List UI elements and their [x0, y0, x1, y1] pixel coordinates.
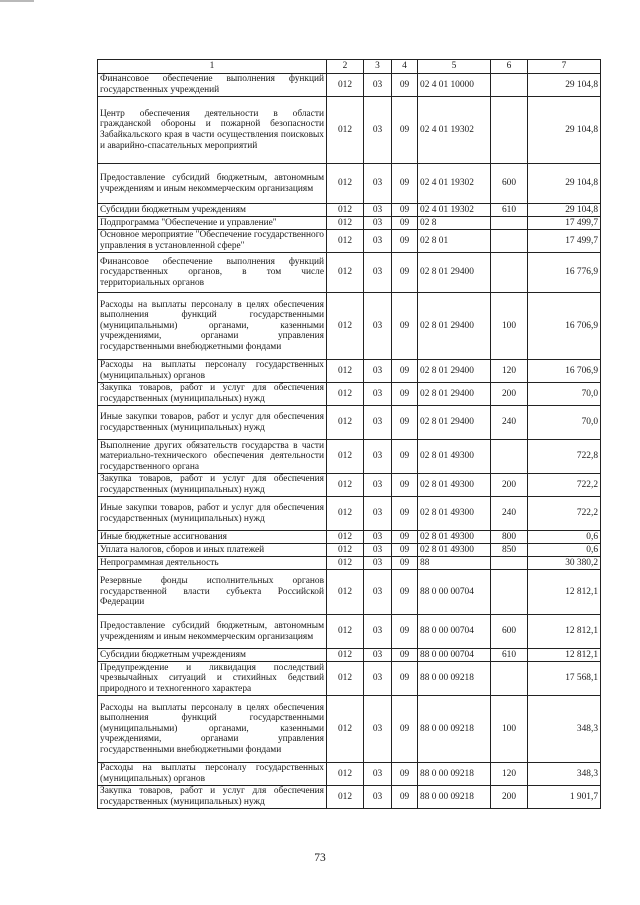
item-name: Закупка товаров, работ и услуг для обеспечения государственных (муниципальных) нужд: [98, 474, 327, 497]
item-name: Предоставление субсидий бюджетным, автономным учреждениям и иным некоммерческим организациям: [98, 615, 327, 649]
section-code: 03: [364, 662, 392, 696]
subsection-code: 09: [392, 649, 418, 662]
ministry-code: 012: [327, 474, 364, 497]
header-col-5: 5: [418, 60, 491, 74]
amount: 348,3: [528, 696, 601, 763]
section-code: 03: [364, 570, 392, 615]
target-article-code: 88 0 00 00704: [418, 615, 491, 649]
amount: 16 706,9: [528, 360, 601, 383]
table-row: [98, 164, 601, 204]
section-code: 03: [364, 293, 392, 360]
section-code: 03: [364, 217, 392, 230]
subsection-code: 09: [392, 696, 418, 763]
amount: 12 812,1: [528, 570, 601, 615]
target-article-code: 02 4 01 19302: [418, 204, 491, 217]
ministry-code: 012: [327, 406, 364, 440]
item-name: Расходы на выплаты персоналу государственных (муниципальных) органов: [98, 763, 327, 786]
section-code: 03: [364, 615, 392, 649]
section-code: 03: [364, 557, 392, 570]
table-row: [98, 662, 601, 696]
table-row: [98, 217, 601, 230]
expense-type-code: [491, 253, 528, 293]
subsection-code: 09: [392, 662, 418, 696]
ministry-code: 012: [327, 649, 364, 662]
ministry-code: 012: [327, 615, 364, 649]
target-article-code: 88 0 00 09218: [418, 763, 491, 786]
ministry-code: 012: [327, 531, 364, 544]
subsection-code: 09: [392, 440, 418, 474]
subsection-code: 09: [392, 204, 418, 217]
table-row: [98, 696, 601, 763]
amount: 12 812,1: [528, 615, 601, 649]
table-row: [98, 497, 601, 531]
target-article-code: 02 8 01 29400: [418, 406, 491, 440]
table-row: [98, 230, 601, 253]
expense-type-code: 600: [491, 164, 528, 204]
table-row: [98, 649, 601, 662]
target-article-code: 88 0 00 09218: [418, 696, 491, 763]
expense-type-code: [491, 557, 528, 570]
table-row: [98, 74, 601, 97]
header-row: [98, 60, 601, 74]
target-article-code: 02 8 01 29400: [418, 253, 491, 293]
subsection-code: 09: [392, 406, 418, 440]
table-row: [98, 440, 601, 474]
ministry-code: 012: [327, 204, 364, 217]
item-name: Уплата налогов, сборов и иных платежей: [98, 544, 327, 557]
table-row: [98, 570, 601, 615]
expense-type-code: 240: [491, 497, 528, 531]
item-name: Центр обеспечения деятельности в области гражданской обороны и пожарной безопасности Забайкальского края в части осуществления поисковых и аварийно-спасательных мероприятий: [98, 97, 327, 164]
subsection-code: 09: [392, 615, 418, 649]
page-number: 73: [314, 852, 326, 864]
expense-type-code: 600: [491, 615, 528, 649]
header-col-6: 6: [491, 60, 528, 74]
section-code: 03: [364, 696, 392, 763]
target-article-code: 02 8 01 49300: [418, 531, 491, 544]
item-name: Иные закупки товаров, работ и услуг для обеспечения государственных (муниципальных) нужд: [98, 406, 327, 440]
ministry-code: 012: [327, 230, 364, 253]
item-name: Закупка товаров, работ и услуг для обеспечения государственных (муниципальных) нужд: [98, 383, 327, 406]
expense-type-code: [491, 662, 528, 696]
target-article-code: 02 8 01 49300: [418, 544, 491, 557]
ministry-code: 012: [327, 293, 364, 360]
table-row: [98, 253, 601, 293]
expense-type-code: [491, 440, 528, 474]
expense-type-code: 610: [491, 204, 528, 217]
table-row: [98, 383, 601, 406]
amount: 0,6: [528, 531, 601, 544]
target-article-code: 88 0 00 00704: [418, 570, 491, 615]
target-article-code: 02 4 01 19302: [418, 97, 491, 164]
amount: 17 499,7: [528, 230, 601, 253]
table-row: [98, 763, 601, 786]
section-code: 03: [364, 786, 392, 809]
header-col-2: 2: [327, 60, 364, 74]
expense-type-code: [491, 570, 528, 615]
ministry-code: 012: [327, 383, 364, 406]
target-article-code: 02 8 01: [418, 230, 491, 253]
section-code: 03: [364, 74, 392, 97]
subsection-code: 09: [392, 474, 418, 497]
expense-type-code: [491, 217, 528, 230]
item-name: Непрограммная деятельность: [98, 557, 327, 570]
ministry-code: 012: [327, 544, 364, 557]
table-row: [98, 97, 601, 164]
expense-type-code: 100: [491, 293, 528, 360]
subsection-code: 09: [392, 217, 418, 230]
target-article-code: 02 8 01 49300: [418, 474, 491, 497]
table-row: [98, 474, 601, 497]
target-article-code: 02 8 01 49300: [418, 440, 491, 474]
subsection-code: 09: [392, 164, 418, 204]
item-name: Выполнение других обязательств государства в части материально-технического обеспечения деятельности государственного органа: [98, 440, 327, 474]
section-code: 03: [364, 360, 392, 383]
amount: 29 104,8: [528, 164, 601, 204]
amount: 12 812,1: [528, 649, 601, 662]
ministry-code: 012: [327, 786, 364, 809]
section-code: 03: [364, 763, 392, 786]
table-body: [98, 60, 601, 809]
subsection-code: 09: [392, 531, 418, 544]
subsection-code: 09: [392, 230, 418, 253]
ministry-code: 012: [327, 557, 364, 570]
item-name: Финансовое обеспечение выполнения функций государственных учреждений: [98, 74, 327, 97]
section-code: 03: [364, 474, 392, 497]
expense-type-code: [491, 230, 528, 253]
target-article-code: 88: [418, 557, 491, 570]
item-name: Субсидии бюджетным учреждениям: [98, 649, 327, 662]
item-name: Финансовое обеспечение выполнения функций государственных органов, в том числе территориальных органов: [98, 253, 327, 293]
section-code: 03: [364, 649, 392, 662]
amount: 348,3: [528, 763, 601, 786]
target-article-code: 88 0 00 09218: [418, 662, 491, 696]
target-article-code: 02 8 01 49300: [418, 497, 491, 531]
ministry-code: 012: [327, 440, 364, 474]
item-name: Расходы на выплаты персоналу в целях обеспечения выполнения функций государственными (муниципальными) органами, казенными учреждениями, органами управления государственными внебюджетными фондами: [98, 696, 327, 763]
amount: 30 380,2: [528, 557, 601, 570]
item-name: Основное мероприятие "Обеспечение государственного управления в установленной сфере": [98, 230, 327, 253]
item-name: Резервные фонды исполнительных органов государственной власти субъекта Российской Федерации: [98, 570, 327, 615]
ministry-code: 012: [327, 763, 364, 786]
target-article-code: 02 8 01 29400: [418, 383, 491, 406]
table-row: [98, 204, 601, 217]
target-article-code: 02 4 01 19302: [418, 164, 491, 204]
budget-table: [97, 59, 601, 809]
target-article-code: 88 0 00 00704: [418, 649, 491, 662]
subsection-code: 09: [392, 253, 418, 293]
section-code: 03: [364, 544, 392, 557]
amount: 16 776,9: [528, 253, 601, 293]
table-row: [98, 360, 601, 383]
expense-type-code: 800: [491, 531, 528, 544]
subsection-code: 09: [392, 360, 418, 383]
target-article-code: 88 0 00 09218: [418, 786, 491, 809]
table-row: [98, 557, 601, 570]
target-article-code: 02 8 01 29400: [418, 360, 491, 383]
amount: 0,6: [528, 544, 601, 557]
expense-type-code: 120: [491, 763, 528, 786]
ministry-code: 012: [327, 217, 364, 230]
amount: 70,0: [528, 406, 601, 440]
item-name: Иные бюджетные ассигнования: [98, 531, 327, 544]
section-code: 03: [364, 497, 392, 531]
amount: 17 499,7: [528, 217, 601, 230]
ministry-code: 012: [327, 696, 364, 763]
subsection-code: 09: [392, 763, 418, 786]
amount: 722,2: [528, 474, 601, 497]
ministry-code: 012: [327, 570, 364, 615]
subsection-code: 09: [392, 97, 418, 164]
item-name: Закупка товаров, работ и услуг для обеспечения государственных (муниципальных) нужд: [98, 786, 327, 809]
section-code: 03: [364, 164, 392, 204]
ministry-code: 012: [327, 497, 364, 531]
ministry-code: 012: [327, 97, 364, 164]
expense-type-code: 200: [491, 383, 528, 406]
amount: 29 104,8: [528, 204, 601, 217]
amount: 722,8: [528, 440, 601, 474]
subsection-code: 09: [392, 570, 418, 615]
table-row: [98, 786, 601, 809]
scan-edge-mark: [0, 0, 34, 2]
table-row: [98, 531, 601, 544]
subsection-code: 09: [392, 383, 418, 406]
expense-type-code: [491, 74, 528, 97]
ministry-code: 012: [327, 360, 364, 383]
expense-type-code: 200: [491, 474, 528, 497]
subsection-code: 09: [392, 786, 418, 809]
expense-type-code: 610: [491, 649, 528, 662]
subsection-code: 09: [392, 544, 418, 557]
expense-type-code: 100: [491, 696, 528, 763]
amount: 17 568,1: [528, 662, 601, 696]
expense-type-code: 120: [491, 360, 528, 383]
target-article-code: 02 8: [418, 217, 491, 230]
section-code: 03: [364, 531, 392, 544]
ministry-code: 012: [327, 164, 364, 204]
section-code: 03: [364, 204, 392, 217]
item-name: Предупреждение и ликвидация последствий чрезвычайных ситуаций и стихийных бедствий природного и техногенного характера: [98, 662, 327, 696]
expense-type-code: [491, 97, 528, 164]
header-col-7: 7: [528, 60, 601, 74]
item-name: Подпрограмма "Обеспечение и управление": [98, 217, 327, 230]
amount: 70,0: [528, 383, 601, 406]
amount: 29 104,8: [528, 74, 601, 97]
ministry-code: 012: [327, 662, 364, 696]
item-name: Субсидии бюджетным учреждениям: [98, 204, 327, 217]
table-row: [98, 406, 601, 440]
expense-type-code: 200: [491, 786, 528, 809]
table-row: [98, 615, 601, 649]
section-code: 03: [364, 97, 392, 164]
header-col-3: 3: [364, 60, 392, 74]
section-code: 03: [364, 230, 392, 253]
target-article-code: 02 4 01 10000: [418, 74, 491, 97]
amount: 29 104,8: [528, 97, 601, 164]
expense-type-code: 240: [491, 406, 528, 440]
section-code: 03: [364, 440, 392, 474]
section-code: 03: [364, 253, 392, 293]
subsection-code: 09: [392, 497, 418, 531]
amount: 722,2: [528, 497, 601, 531]
item-name: Иные закупки товаров, работ и услуг для обеспечения государственных (муниципальных) нужд: [98, 497, 327, 531]
subsection-code: 09: [392, 74, 418, 97]
amount: 1 901,7: [528, 786, 601, 809]
header-col-1: 1: [98, 60, 327, 74]
target-article-code: 02 8 01 29400: [418, 293, 491, 360]
subsection-code: 09: [392, 293, 418, 360]
item-name: Расходы на выплаты персоналу в целях обеспечения выполнения функций государственными (муниципальными) органами, казенными учреждениями, органами управления государственными внебюджетными фондами: [98, 293, 327, 360]
item-name: Расходы на выплаты персоналу государственных (муниципальных) органов: [98, 360, 327, 383]
section-code: 03: [364, 383, 392, 406]
header-col-4: 4: [392, 60, 418, 74]
subsection-code: 09: [392, 557, 418, 570]
expense-type-code: 850: [491, 544, 528, 557]
item-name: Предоставление субсидий бюджетным, автономным учреждениям и иным некоммерческим организациям: [98, 164, 327, 204]
amount: 16 706,9: [528, 293, 601, 360]
table-row: [98, 293, 601, 360]
table-row: [98, 544, 601, 557]
ministry-code: 012: [327, 74, 364, 97]
ministry-code: 012: [327, 253, 364, 293]
section-code: 03: [364, 406, 392, 440]
